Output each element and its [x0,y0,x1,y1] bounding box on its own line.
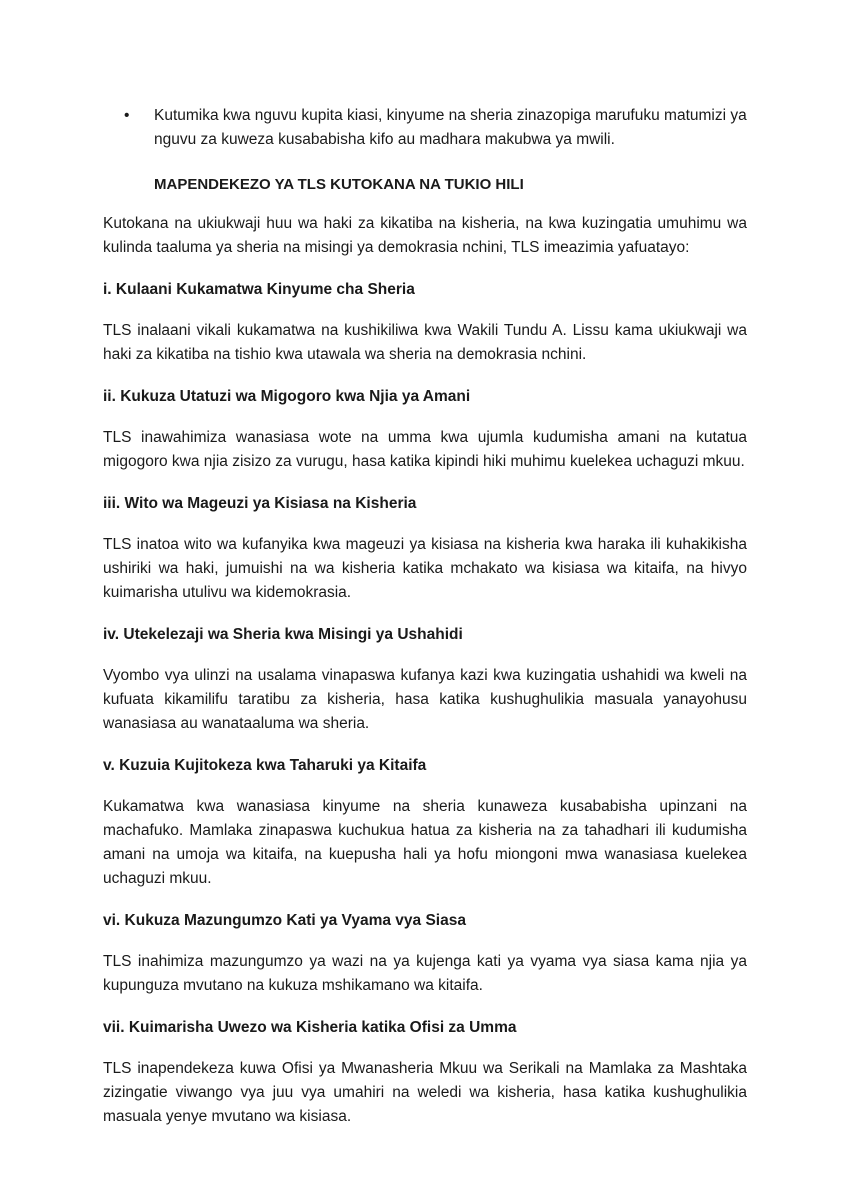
section-6 [103,909,747,998]
document-content [103,104,747,1129]
section-2 [103,385,747,474]
bullet-icon: • [124,107,130,124]
section-body: TLS inapendekeza kuwa Ofisi ya Mwanasheria Mkuu wa Serikali na Mamlaka za Mashtaka zizingatie viwango vya juu vya umahiri na weledi wa kisheria, hasa katika kushughulikia masuala yenye mvutano wa kisiasa. [103,1060,747,1125]
recommendations-heading: MAPENDEKEZO YA TLS KUTOKANA NA TUKIO HILI [154,176,524,193]
section-heading: i. Kulaani Kukamatwa Kinyume cha Sheria [103,281,415,298]
bullet-item [103,104,747,152]
section-body: TLS inatoa wito wa kufanyika kwa mageuzi ya kisiasa na kisheria kwa haraka ili kuhakikisha ushiriki wa haki, jumuishi na wa kisheria katika mchakato wa kisiasa wa kitaifa, na hivyo kuimarisha utulivu wa kidemokrasia. [103,536,747,601]
section-body: Kukamatwa kwa wanasiasa kinyume na sheria kunaweza kusababisha upinzani na machafuko. Mamlaka zinapaswa kuchukua hatua za kisheria na za tahadhari ili kudumisha amani na umoja wa kitaifa, na kuepusha hali ya hofu miongoni mwa wanasiasa kuelekea uchaguzi mkuu. [103,798,747,887]
section-4 [103,623,747,736]
section-1 [103,278,747,367]
section-3 [103,492,747,605]
intro-paragraph: Kutokana na ukiukwaji huu wa haki za kikatiba na kisheria, na kwa kuzingatia umuhimu wa kulinda taaluma ya sheria na misingi ya demokrasia nchini, TLS imeazimia yafuatayo: [103,215,747,256]
section-heading: v. Kuzuia Kujitokeza kwa Taharuki ya Kitaifa [103,757,427,774]
section-heading: iii. Wito wa Mageuzi ya Kisiasa na Kisheria [103,495,417,512]
section-5 [103,754,747,891]
section-body: Vyombo vya ulinzi na usalama vinapaswa kufanya kazi kwa kuzingatia ushahidi wa kweli na kufuata kikamilifu taratibu za kisheria, hasa katika kushughulikia masuala yanayohusu wanasiasa au wanataaluma wa sheria. [103,667,747,732]
section-7 [103,1016,747,1129]
section-body: TLS inawahimiza wanasiasa wote na umma kwa ujumla kudumisha amani na kutatua migogoro kwa njia zisizo za vurugu, hasa katika kipindi hiki muhimu kuelekea uchaguzi mkuu. [103,429,747,470]
section-heading: iv. Utekelezaji wa Sheria kwa Misingi ya Ushahidi [103,626,463,643]
section-heading: ii. Kukuza Utatuzi wa Migogoro kwa Njia ya Amani [103,388,471,405]
section-heading: vii. Kuimarisha Uwezo wa Kisheria katika Ofisi za Umma [103,1019,517,1036]
section-heading: vi. Kukuza Mazungumzo Kati ya Vyama vya Siasa [103,912,466,929]
section-body: TLS inalaani vikali kukamatwa na kushikiliwa kwa Wakili Tundu A. Lissu kama ukiukwaji wa haki za kikatiba na tishio kwa utawala wa sheria na demokrasia nchini. [103,322,747,363]
section-body: TLS inahimiza mazungumzo ya wazi na ya kujenga kati ya vyama vya siasa kama njia ya kupunguza mvutano na kukuza mshikamano wa kitaifa. [103,953,747,994]
bullet-text: Kutumika kwa nguvu kupita kiasi, kinyume na sheria zinazopiga marufuku matumizi ya nguvu za kuweza kusababisha kifo au madhara makubwa ya mwili. [154,107,747,148]
